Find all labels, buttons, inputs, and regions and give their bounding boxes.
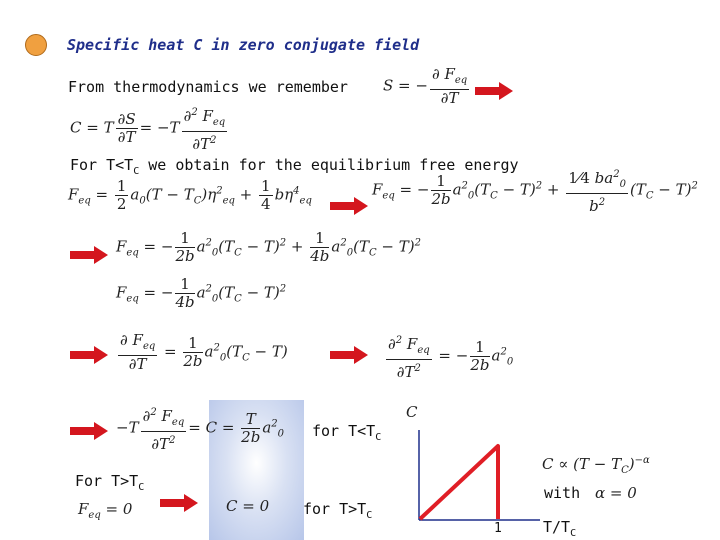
tc-subscript: C	[375, 432, 382, 443]
arrow-right-icon	[475, 82, 513, 100]
specific-heat-result-equation: −T $\frac{\partial^2 F_{eq}}{\partial T^2}$ = C = $\frac{T}{2b}$ $a^2_0$	[116, 404, 284, 453]
second-derivative-equation: $\frac{\partial^2 F_{eq}}{\partial T^2}$ = − $\frac{1}{2b}$ $a^2_0$	[384, 332, 513, 381]
slide-title: Specific heat C in zero conjugate field	[67, 36, 420, 54]
tc-subscript: C	[570, 528, 577, 539]
alpha-zero-equation: α = 0	[595, 484, 637, 502]
intro-text: From thermodynamics we remember	[68, 78, 348, 96]
tc-subscript: C	[366, 510, 373, 521]
arrow-right-icon	[70, 422, 108, 440]
free-energy-substituted-equation: $F_{eq}$ = − $\frac{1}{2b}$ $a^2_0(T_C - T)^2$ + $\frac{1⁄4 ba^2_0}{b^2}$ $(T_C - T)^2$	[372, 166, 698, 215]
free-energy-rest: we obtain for the equilibrium free energy	[139, 156, 519, 174]
landau-free-energy-equation: $F_{eq}$ = $\frac{1}{2}$ $a_0(T - T_C)\eta^2_{eq}$ + $\frac{1}{4}$ $b\eta^4_{eq}$	[68, 177, 312, 213]
arrow-right-icon	[70, 346, 108, 364]
arrow-right-icon	[330, 346, 368, 364]
for-tgt-heading	[75, 472, 144, 493]
free-energy-simplified-equation: $F_{eq}$ = − $\frac{1}{4b}$ $a^2_0(T_C - T)^2$	[116, 275, 287, 311]
for-tlt-condition	[312, 422, 381, 443]
entropy-equation: S = − $\frac{\partial F_{eq}}{\partial T}$	[383, 65, 468, 107]
specific-heat-curve	[420, 446, 498, 519]
specific-heat-plot	[400, 400, 550, 530]
bullet-dot	[25, 34, 47, 56]
x-axis-label-text: T/T	[543, 518, 571, 536]
y-axis-label: C	[406, 403, 418, 421]
specific-heat-equation: C = T $\frac{\partial S}{\partial T}$ = −T $\frac{\partial^2 F_{eq}}{\partial T^2}$	[70, 104, 229, 153]
first-derivative-equation: $\frac{\partial F_{eq}}{\partial T}$ = $\frac{1}{2b}$ $a^2_0(T_C - T)$	[120, 331, 288, 373]
for-tgt-label: for T>T	[303, 500, 367, 518]
for-tlt-label: For T<T	[70, 156, 134, 174]
x-tick-one: 1	[494, 521, 502, 536]
free-energy-zero-equation: $F_{eq} = 0$	[78, 500, 133, 521]
arrow-right-icon	[160, 494, 198, 512]
tc-subscript: C	[138, 482, 145, 493]
tc-subscript: C	[133, 166, 140, 177]
x-axis-label	[543, 518, 576, 539]
for-tlt-label: for T<T	[312, 422, 376, 440]
specific-heat-zero-equation: C = 0	[226, 497, 270, 515]
for-tgt-left-label: For T>T	[75, 472, 139, 490]
for-tgt-condition	[303, 500, 372, 521]
arrow-right-icon	[70, 246, 108, 264]
free-energy-expanded-equation: $F_{eq}$ = − $\frac{1}{2b}$ $a^2_0(T_C - T)^2$ + $\frac{1}{4b}$ $a^2_0(T_C - T)^2$	[116, 229, 421, 265]
arrow-right-icon	[330, 197, 368, 215]
with-label: with	[544, 484, 581, 502]
critical-exponent-law: $C \propto (T - T_C)^{-\alpha}$	[542, 455, 650, 476]
